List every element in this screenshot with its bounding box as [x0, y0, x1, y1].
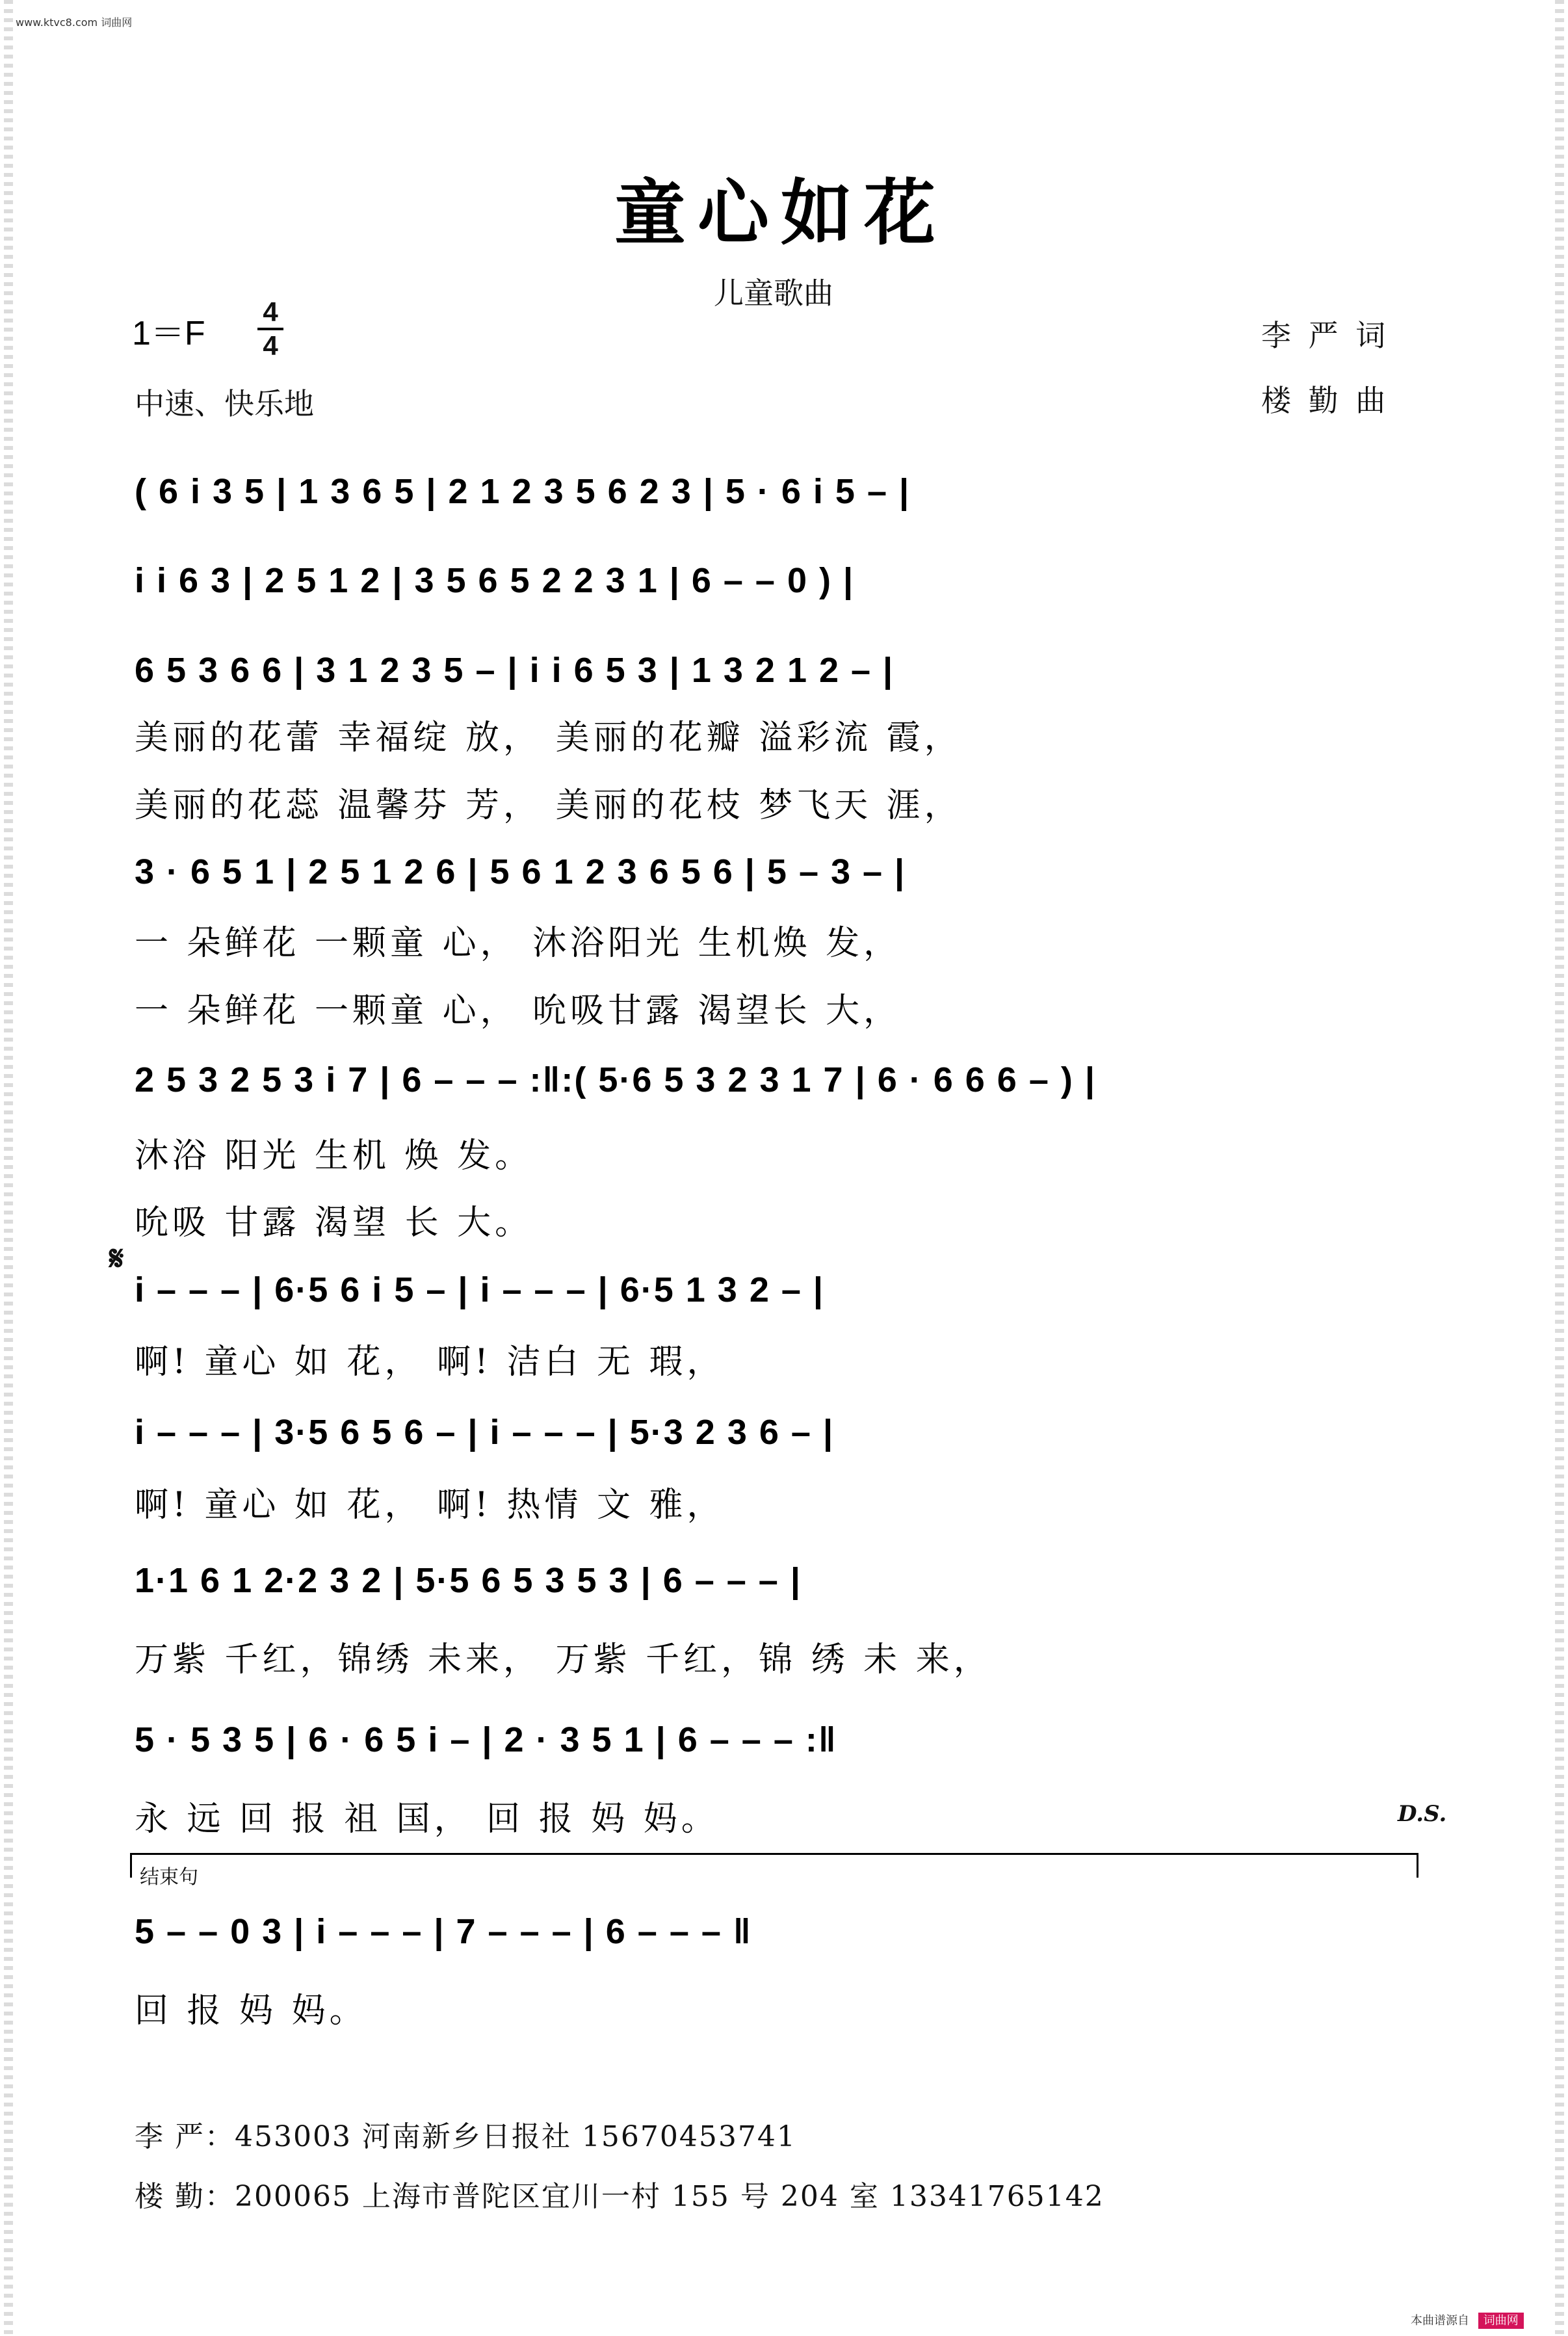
time-signature	[257, 298, 283, 360]
lyric-line-7: 啊! 童心 如 花， 啊! 热情 文 雅，	[135, 1486, 725, 1525]
notation-line-6: i – – – | 6·5 6 i 5 – | i – – – | 6·5 1 3 2 – |	[135, 1270, 825, 1309]
site-label[interactable]: www.ktvc8.com 词曲网	[16, 16, 133, 29]
notation-line-10: 5 – – 0 3 | i – – – | 7 – – – | 6 – – – ‖	[135, 1912, 752, 1951]
composer-credit: 楼 勤 曲	[1261, 383, 1390, 418]
segno-mark: 𝄋	[109, 1239, 124, 1278]
footer-badge[interactable]	[1411, 2311, 1524, 2328]
lyric-line-9: 永 远 回 报 祖 国， 回 报 妈 妈。	[135, 1800, 719, 1839]
lyric-line-3a: 美丽的花蕾 幸福绽 放， 美丽的花瓣 溢彩流 霞，	[135, 718, 962, 757]
lyric-line-5a: 沐浴 阳光 生机 焕 发。	[135, 1136, 533, 1175]
ending-bracket-right	[1417, 1853, 1418, 1878]
notation-line-7: i – – – | 3·5 6 5 6 – | i – – – | 5·3 2 3 6 – |	[135, 1413, 835, 1452]
notation-line-1: ( 6 i 3 5 | 1 3 6 5 | 2 1 2 3 5 6 2 3 | 5 · 6 i 5 – |	[135, 472, 911, 511]
notation-line-5: 2 5 3 2 5 3 i 7 | 6 – – – :‖:( 5·6 5 3 2 3 1 7 | 6 · 6 6 6 – ) |	[135, 1060, 1096, 1099]
ending-label: 结束句	[140, 1866, 198, 1889]
lyric-line-8: 万紫 千红，锦绣 未来， 万紫 千红，锦 绣 未 来，	[135, 1640, 991, 1679]
lyric-line-6: 啊! 童心 如 花， 啊! 洁白 无 瑕，	[135, 1343, 725, 1382]
lyricist-credit: 李 严 词	[1261, 318, 1390, 353]
notation-line-9: 5 · 5 3 5 | 6 · 6 5 i – | 2 · 3 5 1 | 6 – – – :‖	[135, 1720, 837, 1759]
right-border-strip	[1555, 0, 1564, 2336]
contact-lyricist: 李 严：453003 河南新乡日报社 15670453741	[135, 2120, 796, 2153]
notation-line-4: 3 · 6 5 1 | 2 5 1 2 6 | 5 6 1 2 3 6 5 6 | 5 – 3 – |	[135, 852, 906, 891]
footer-badge-right: 词曲网	[1478, 2313, 1524, 2329]
lyric-line-4b: 一 朵鲜花 一颗童 心， 吮吸甘露 渴望长 大，	[135, 991, 902, 1030]
lyric-line-3b: 美丽的花蕊 温馨芬 芳， 美丽的花枝 梦飞天 涯，	[135, 786, 962, 825]
notation-line-8: 1·1 6 1 2·2 3 2 | 5·5 6 5 3 5 3 | 6 – – – |	[135, 1561, 802, 1600]
ending-bracket-left	[130, 1853, 132, 1878]
page-title: 童心如花	[614, 171, 947, 255]
contact-composer: 楼 勤：200065 上海市普陀区宜川一村 155 号 204 室 13341765142	[135, 2180, 1104, 2213]
notation-line-3: 6 5 3 6 6 | 3 1 2 3 5 – | i i 6 5 3 | 1 3 2 1 2 – |	[135, 651, 895, 690]
ending-bracket-line	[130, 1853, 1418, 1855]
lyric-line-5b: 吮吸 甘露 渴望 长 大。	[135, 1203, 533, 1242]
ds-mark: D.S.	[1398, 1801, 1447, 1827]
key-signature: 1＝F	[132, 315, 205, 352]
footer-badge-left: 本曲谱源自	[1411, 2314, 1469, 2328]
notation-line-2: i i 6 3 | 2 5 1 2 | 3 5 6 5 2 2 3 1 | 6 – – 0 ) |	[135, 561, 855, 600]
time-signature-bottom: 4	[263, 330, 278, 361]
song-subtitle: 儿童歌曲	[714, 276, 833, 311]
left-border-strip	[4, 0, 13, 2336]
lyric-line-4a: 一 朵鲜花 一颗童 心， 沐浴阳光 生机焕 发，	[135, 924, 902, 963]
lyric-line-10: 回 报 妈 妈。	[135, 1991, 367, 2030]
tempo-marking: 中速、快乐地	[135, 386, 314, 421]
time-signature-top: 4	[263, 296, 278, 327]
